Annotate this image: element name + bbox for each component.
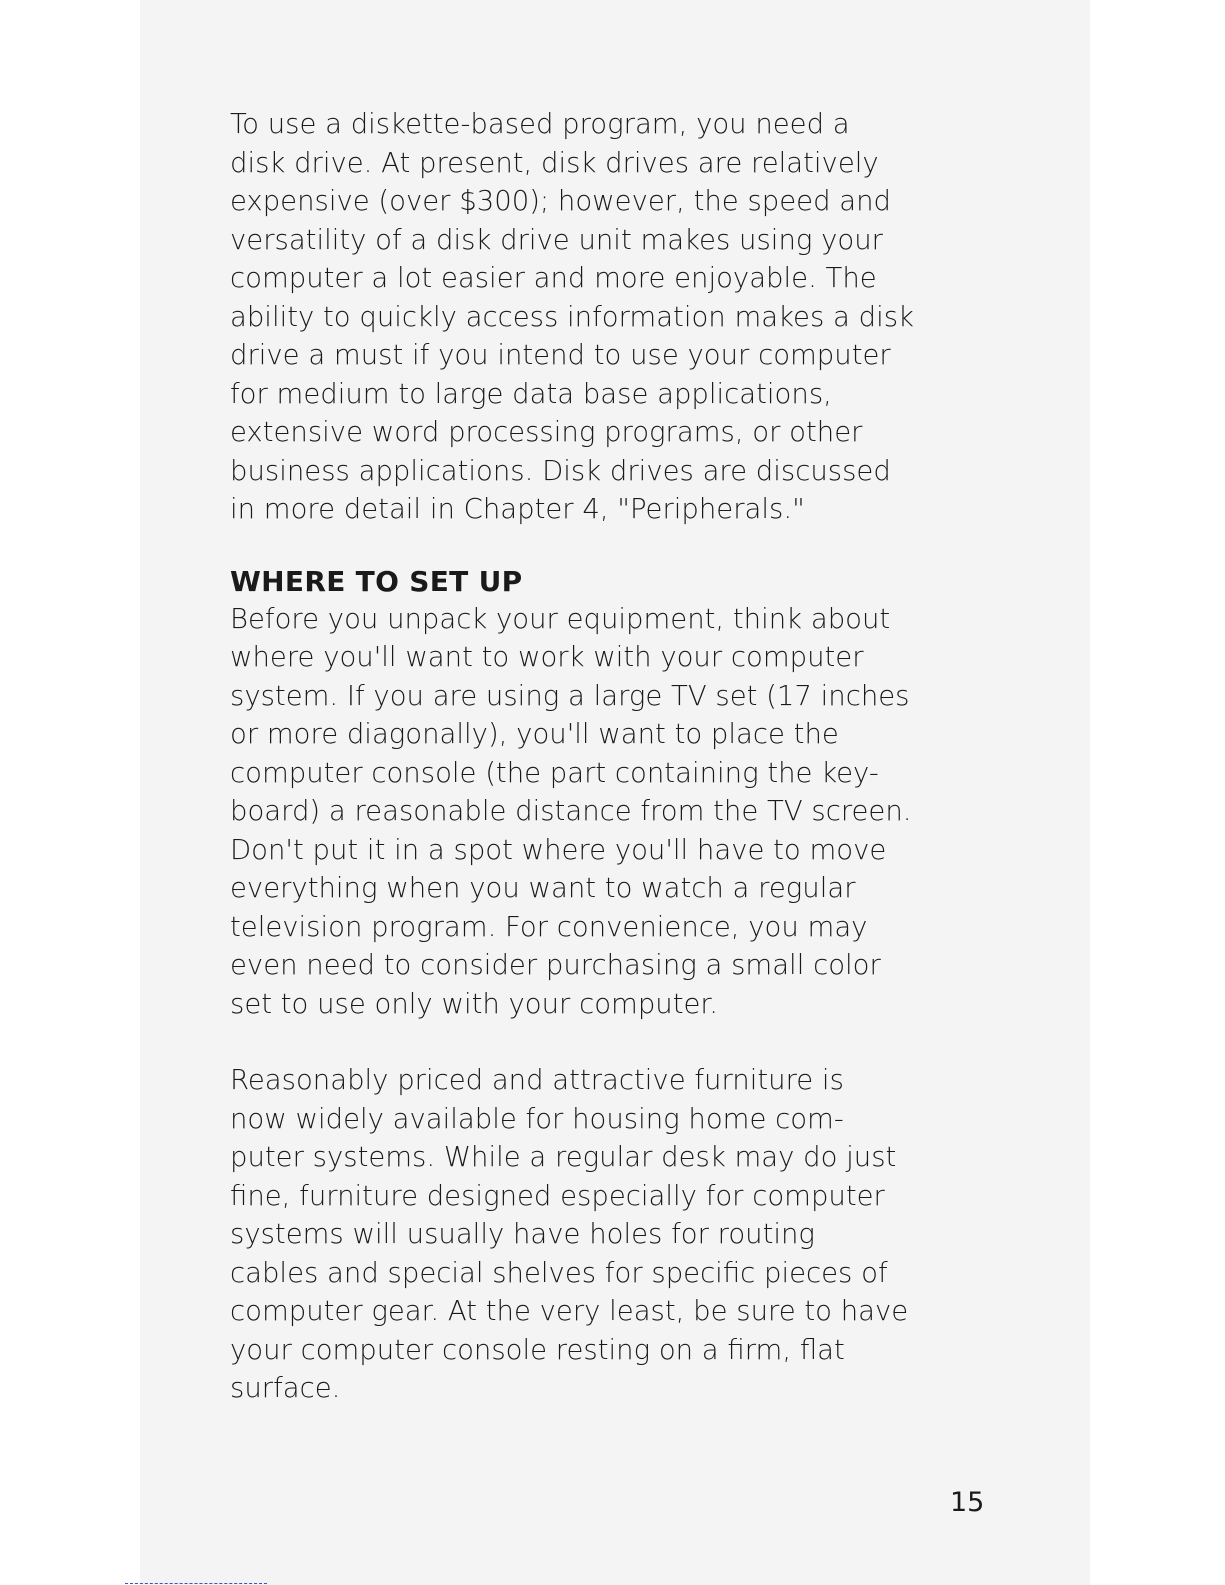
- text-line: ability to quickly access information makes a disk: [230, 300, 914, 333]
- text-line: drive a must if you intend to use your computer: [230, 339, 891, 371]
- text-line: surface.: [230, 1372, 341, 1404]
- text-line: system. If you are using a large TV set (17 inches: [230, 679, 910, 712]
- text-line: computer a lot easier and more enjoyable. The: [230, 262, 877, 294]
- bottom-dashed-rule: [125, 1583, 267, 1584]
- text-line: Don't put it in a spot where you'll have to move: [230, 833, 887, 866]
- text-line: cables and special shelves for specific pieces of: [230, 1256, 888, 1289]
- text-line: or more diagonally), you'll want to place the: [230, 718, 839, 750]
- text-line: puter systems. While a regular desk may do just: [230, 1141, 897, 1173]
- text-line: expensive (over $300); however, the speed and: [230, 185, 892, 217]
- page-content: [230, 105, 990, 1408]
- text-line: now widely available for housing home com-: [230, 1102, 844, 1135]
- text-line: board) a reasonable distance from the TV screen.: [230, 795, 912, 827]
- paragraph-disk-drive: [230, 105, 990, 529]
- section-heading: WHERE TO SET UP: [230, 564, 523, 598]
- text-line: your computer console resting on a firm, flat: [230, 1333, 845, 1366]
- text-line: in more detail in Chapter 4, "Peripherals.": [230, 493, 805, 525]
- text-line: fine, furniture designed especially for computer: [230, 1179, 885, 1212]
- text-line: where you'll want to work with your computer: [230, 641, 864, 673]
- text-line: To use a diskette-based program, you need a: [230, 108, 850, 140]
- text-line: business applications. Disk drives are discussed: [230, 454, 891, 487]
- text-line: systems will usually have holes for routing: [230, 1218, 815, 1250]
- text-line: television program. For convenience, you may: [230, 910, 868, 943]
- text-line: Before you unpack your equipment, think about: [230, 602, 891, 635]
- text-line: disk drive. At present, disk drives are relatively: [230, 146, 879, 179]
- paragraph-where-to-set-up: [230, 600, 990, 1024]
- paragraph-furniture: [230, 1061, 990, 1408]
- text-line: computer console (the part containing the key-: [230, 756, 879, 789]
- text-line: computer gear. At the very least, be sure to have: [230, 1295, 909, 1327]
- text-line: even need to consider purchasing a small color: [230, 949, 881, 981]
- text-line: set to use only with your computer.: [230, 987, 718, 1020]
- paragraph-spacer: [230, 1023, 990, 1061]
- text-line: for medium to large data base applications,: [230, 377, 832, 410]
- text-line: versatility of a disk drive unit makes using your: [230, 223, 883, 256]
- page-number: 15: [950, 1487, 985, 1518]
- text-line: Reasonably priced and attractive furniture is: [230, 1064, 844, 1096]
- text-line: everything when you want to watch a regular: [230, 872, 856, 904]
- text-line: extensive word processing programs, or other: [230, 416, 863, 448]
